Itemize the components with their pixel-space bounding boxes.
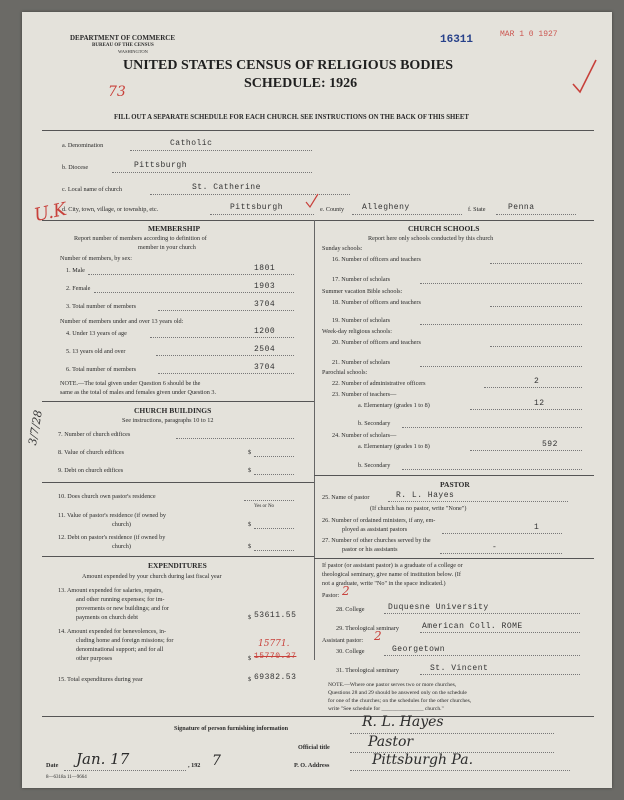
q2-line [94,292,294,293]
county-value: Allegheny [362,203,410,212]
membership-note-1: NOTE.—The total given under Question 6 should be the [60,380,201,387]
q13-value: 53611.55 [254,611,297,620]
q26-label-2: ployed as assistant pastors [342,526,408,533]
handwritten-73: 73 [108,84,126,100]
q29-label: 29. Theological seminary [336,625,399,632]
membership-intro-1: Report number of members according to definition of [74,235,207,242]
q21-label: 21. Number of scholars [332,359,391,366]
q9-line [254,474,294,475]
q13-line-2: and other running expenses; for im- [76,596,165,603]
q24b-line [402,469,582,470]
diocese-line [112,172,312,173]
q11-label-2: church) [112,521,131,528]
by-sex-label: Number of members, by sex: [60,255,132,262]
q15-dollar: $ [248,676,252,683]
year-prefix: , 192 [188,762,201,769]
expenditures-title: EXPENDITURES [148,561,207,570]
weekday-label: Week-day religious schools: [322,328,392,335]
q13-line-1: 13. Amount expended for salaries, repairs, [58,587,163,594]
q16-line [490,263,582,264]
pastor-note-4: write "See schedule for _______________ church." [328,706,444,712]
q2-value: 1903 [254,282,276,291]
q23a-label: a. Elementary (grades 1 to 8) [358,402,430,409]
q17-label: 17. Number of scholars [332,276,391,283]
denomination-value: Catholic [170,139,213,148]
parochial-label: Parochial schools: [322,369,368,376]
red-checkmark-icon [570,56,600,96]
q2-label: 2. Female [66,285,91,292]
q7-label: 7. Number of church edifices [58,431,131,438]
q6-value: 3704 [254,363,276,372]
denomination-label: a. Denomination [62,142,104,149]
q13-line-3: provements or new buildings; and for [76,605,169,612]
city-name: WASHINGTON [118,49,148,54]
q10-line [244,500,294,501]
q31-value: St. Vincent [430,664,489,673]
q15-value: 69382.53 [254,673,297,682]
q21-line [420,366,582,367]
official-title-value: Pastor [368,734,414,750]
handwritten-uk-mark: U.K [32,198,69,227]
q8-label: 8. Value of church edifices [58,449,125,456]
q5-line [156,355,294,356]
q6-label: 6. Total number of members [66,366,137,373]
q9-label: 9. Debt on church edifices [58,467,124,474]
q1-value: 1801 [254,264,276,273]
yes-no-hint: Yes or No [254,504,275,509]
bureau-name: BUREAU OF THE CENSUS [92,43,154,48]
q31-line [420,674,580,675]
membership-intro-2: member in your church [138,244,196,251]
q26-value: 1 [534,523,540,532]
q29-value: American Coll. ROME [422,622,523,631]
q3-value: 3704 [254,300,276,309]
schools-intro: Report here only schools conducted by this church [368,235,494,242]
state-line [496,214,576,215]
date-line [64,770,186,771]
q28-line [384,613,580,614]
q28-label: 28. College [336,606,365,613]
q25-label: 25. Name of pastor [322,494,370,501]
serial-number: 16311 [440,34,474,46]
signature-label: Signature of person furnishing information [174,725,289,732]
q23a-value: 12 [534,399,545,408]
sunday-label: Sunday schools: [322,245,363,252]
q11-line [254,528,294,529]
pastor-note-2: Questions 28 and 29 should be answered only on the schedule [328,690,467,696]
po-address-label: P. O. Address [294,762,330,769]
schedule-title: SCHEDULE: 1926 [244,76,358,91]
q12-label-1: 12. Debt on pastor's residence (if owned by [58,534,166,541]
official-title-label: Official title [298,744,330,751]
q15-label: 15. Total expenditures during year [58,676,143,683]
q31-label: 31. Theological seminary [336,667,399,674]
membership-title: MEMBERSHIP [148,224,201,233]
q4-label: 4. Under 13 years of age [66,330,127,337]
q3-line [158,310,294,311]
divider [314,475,594,476]
q11-dollar: $ [248,521,252,528]
q24a-label: a. Elementary (grades 1 to 8) [358,443,430,450]
po-address-value: Pittsburgh Pa. [372,752,474,768]
city-label: d. City, town, village, or township, etc. [62,206,159,213]
denomination-line [130,150,312,151]
county-line [352,214,462,215]
q25-value: R. L. Hayes [396,491,455,500]
q24-label: 24. Number of scholars— [332,432,397,439]
q27-label-2: pastor or his assistants [342,546,398,553]
q29-line [420,632,580,633]
q13-line-4: payments on church debt [76,614,139,621]
divider [42,401,314,402]
q4-value: 1200 [254,327,276,336]
q20-label: 20. Number of officers and teachers [332,339,421,346]
date-value: Jan. 17 [76,750,130,768]
divider [42,220,594,221]
q1-line [88,274,294,275]
divider [42,482,314,483]
q13-dollar: $ [248,614,252,621]
handwritten-2-assistant: 2 [374,629,382,643]
q18-line [490,306,582,307]
local-name-label: c. Local name of church [62,186,122,193]
form-number: 8—6318a 11—9664 [46,775,87,780]
graduate-note-3: not a graduate, write "No" in the space indicated.) [322,580,446,587]
q28-value: Duquesne University [388,603,489,612]
divider [314,558,594,559]
pastor-title: PASTOR [440,480,470,489]
q24a-line [470,450,582,451]
q12-dollar: $ [248,543,252,550]
q16-label: 16. Number of officers and teachers [332,256,421,263]
expenditures-sub: Amount expended by your church during last fiscal year [82,573,222,580]
q30-value: Georgetown [392,645,446,654]
q26-label-1: 26. Number of ordained ministers, if any, em- [322,517,436,524]
q20-line [490,346,582,347]
year-digit: 7 [212,753,221,769]
q14-value: 15770.37 [254,652,297,661]
diocese-value: Pittsburgh [134,161,188,170]
instruction-line: FILL OUT A SEPARATE SCHEDULE FOR EACH CHURCH. SEE INSTRUCTIONS ON THE BACK OF THIS SHEET [114,114,469,121]
q23a-line [470,409,582,410]
date-label: Date [46,762,59,769]
q7-line [176,438,294,439]
q14-line-2: cluding home and foreign missions; for [76,637,174,644]
graduate-note-2: theological seminary, give name of institution below. (If [322,571,461,578]
column-divider [314,220,315,660]
q22-label: 22. Number of administrative officers [332,380,426,387]
by-age-label: Number of members under and over 13 years old: [60,318,184,325]
q22-line [484,387,582,388]
state-value: Penna [508,203,535,212]
q24b-label: b. Secondary [358,462,391,469]
q30-label: 30. College [336,648,365,655]
q10-label: 10. Does church own pastor's residence [58,493,156,500]
membership-note-2: same as the total of males and females given under Question 3. [60,389,217,396]
q27-line [440,553,562,554]
q27-value: - [492,543,498,552]
county-label: e. County [320,206,345,213]
q4-line [150,337,294,338]
q5-label: 5. 13 years old and over [66,348,126,355]
divider [42,716,594,717]
q14-dollar: $ [248,655,252,662]
q9-dollar: $ [248,467,252,474]
q19-label: 19. Number of scholars [332,317,391,324]
q14-line-1: 14. Amount expended for benevolences, in- [58,628,167,635]
received-date-stamp: MAR 1 0 1927 [500,30,558,39]
q12-label-2: church) [112,543,131,550]
buildings-sub: See instructions, paragraphs 10 to 12 [122,417,214,424]
q23b-line [402,427,582,428]
q5-value: 2504 [254,345,276,354]
q14-handwritten-value: 15771. [258,639,290,649]
q25-line [388,501,568,502]
signature-value: R. L. Hayes [362,714,444,730]
assistant-pastor-label: Assistant pastor: [322,637,364,644]
q18-label: 18. Number of officers and teachers [332,299,421,306]
pastor-note-3: for one of the churches; on the schedules for the other churches, [328,698,472,704]
q1-label: 1. Male [66,267,85,274]
pastor-sub-label: Pastor: [322,592,340,599]
q27-label-1: 27. Number of other churches served by the [322,537,431,544]
city-value: Pittsburgh [230,203,284,212]
q8-line [254,456,294,457]
q22-value: 2 [534,377,540,386]
q12-line [254,550,294,551]
q17-line [420,283,582,284]
form-title: UNITED STATES CENSUS OF RELIGIOUS BODIES [123,58,454,73]
q24a-value: 592 [542,440,558,449]
graduate-note-1: If pastor (or assistant pastor) is a graduate of a college or [322,562,463,569]
q23-label: 23. Number of teachers— [332,391,397,398]
q14-line-3: denominational support; and for all [76,646,164,653]
department-name: DEPARTMENT OF COMMERCE [70,34,176,42]
q3-label: 3. Total number of members [66,303,137,310]
census-form-sheet [22,12,612,788]
q14-line-4: other purposes [76,655,113,662]
diocese-label: b. Diocese [62,164,89,171]
divider [42,556,314,557]
handwritten-2-pastor: 2 [342,584,350,598]
pastor-note-1: NOTE.—Where one pastor serves two or more churches, [328,682,457,688]
schools-title: CHURCH SCHOOLS [408,224,480,233]
q11-label-1: 11. Value of pastor's residence (if owned by [58,512,166,519]
q6-line [158,373,294,374]
city-line [210,214,314,215]
buildings-title: CHURCH BUILDINGS [134,406,212,415]
margin-date-note: 3/7/28 [26,409,45,447]
q26-line [442,533,562,534]
q25-note: (If church has no pastor, write "None") [370,505,467,512]
summer-label: Summer vacation Bible schools: [322,288,403,295]
po-address-line [350,770,570,771]
q8-dollar: $ [248,449,252,456]
q23b-label: b. Secondary [358,420,391,427]
q30-line [384,655,580,656]
q19-line [420,324,582,325]
divider [42,130,594,131]
local-name-value: St. Catherine [192,183,261,192]
state-label: f. State [468,206,486,213]
